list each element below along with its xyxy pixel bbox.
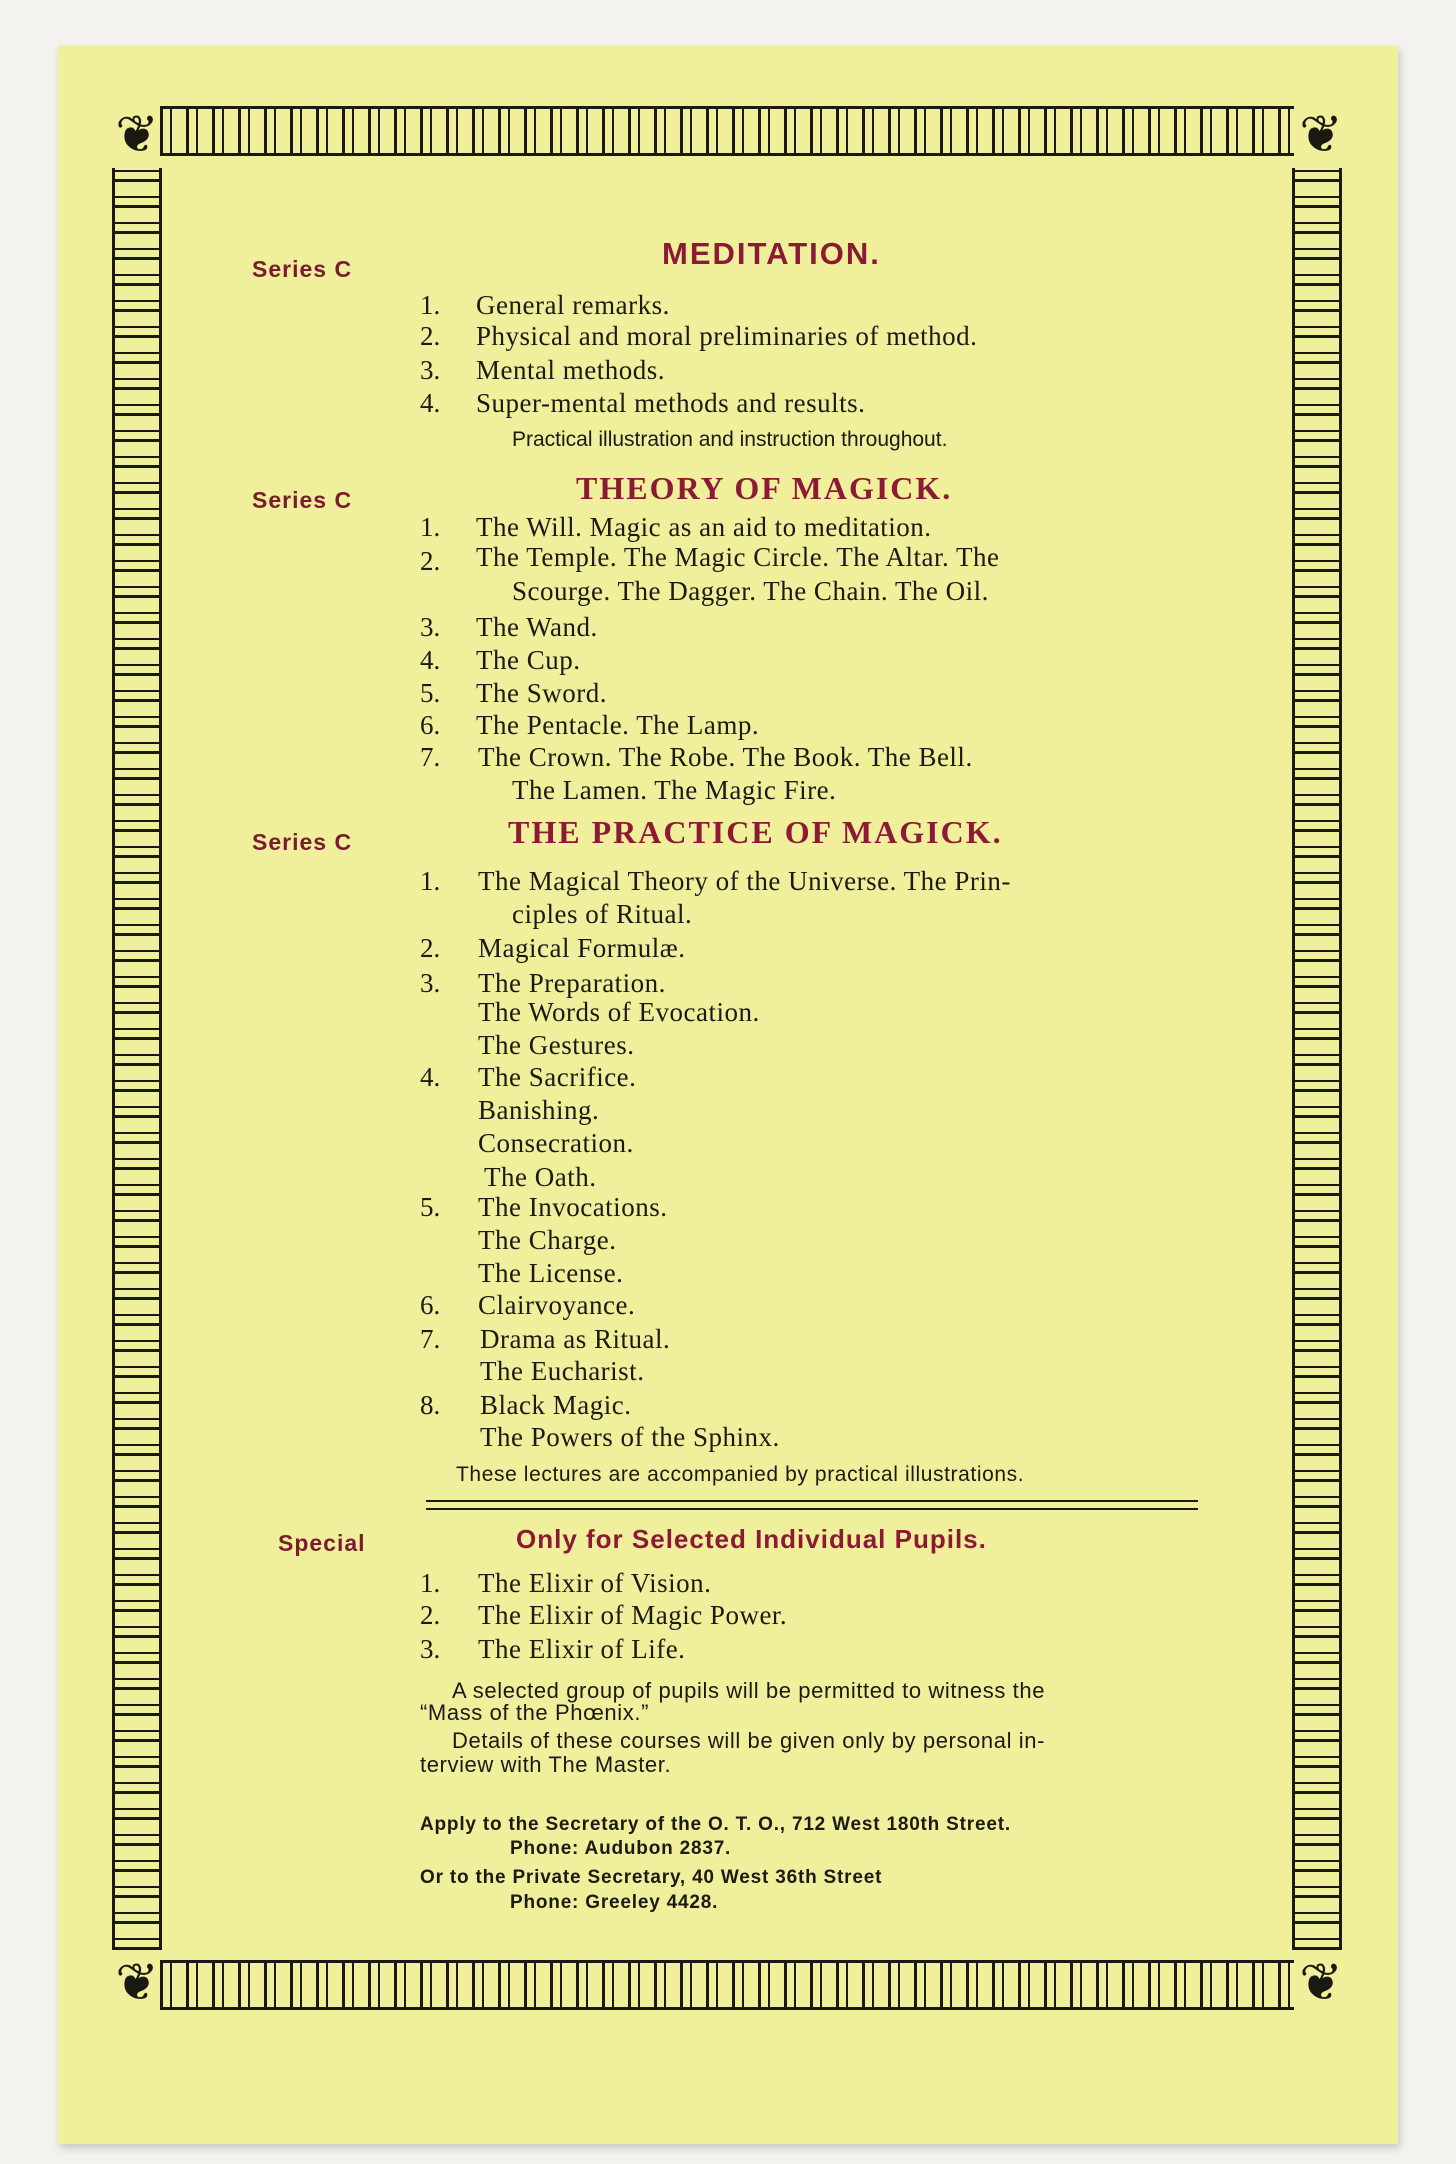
item-number: 4.: [420, 388, 441, 418]
meditation-note: Practical illustration and instruction throughout.: [512, 428, 948, 451]
special-label: Special: [278, 1530, 366, 1556]
item-number: 5.: [420, 1192, 441, 1222]
contact-phone-1: Phone: Audubon 2837.: [510, 1838, 732, 1859]
list-item: The Oath.: [484, 1162, 597, 1192]
item-number: 7.: [420, 1324, 441, 1354]
item-number: 5.: [420, 678, 441, 708]
list-item: The Cup.: [476, 645, 581, 675]
list-item: The Elixir of Magic Power.: [478, 1600, 788, 1630]
item-number: 7.: [420, 742, 441, 772]
practice-note: These lectures are accompanied by practical illustrations.: [456, 1463, 1025, 1486]
list-item: The Will. Magic as an aid to meditation.: [476, 512, 932, 542]
list-item: The Temple. The Magic Circle. The Altar. The: [476, 542, 1000, 572]
item-number: 6.: [420, 710, 441, 740]
item-number: 1.: [420, 1568, 441, 1598]
list-item: The Wand.: [476, 612, 598, 642]
special-note: terview with The Master.: [420, 1752, 672, 1777]
series-label: Series C: [252, 256, 353, 282]
corner-ornament-icon: ❦: [1299, 105, 1343, 165]
list-item: Banishing.: [478, 1095, 600, 1125]
list-item-continuation: Scourge. The Dagger. The Chain. The Oil.: [512, 576, 989, 606]
list-item: Magical Formulæ.: [478, 933, 686, 963]
list-item: The Elixir of Vision.: [478, 1568, 712, 1598]
special-note: A selected group of pupils will be permitted to witness the: [452, 1678, 1046, 1703]
contact-phone-2: Phone: Greeley 4428.: [510, 1892, 719, 1913]
list-item-continuation: The Lamen. The Magic Fire.: [512, 775, 837, 805]
item-number: 3.: [420, 355, 441, 385]
practice-heading: THE PRACTICE OF MAGICK.: [508, 814, 1003, 850]
special-note: “Mass of the Phœnix.”: [420, 1700, 649, 1725]
item-number: 2.: [420, 1600, 441, 1630]
divider: [426, 1508, 1198, 1510]
list-item: The Sword.: [476, 678, 607, 708]
list-item: The Eucharist.: [480, 1356, 645, 1386]
special-note: Details of these courses will be given only by personal in-: [452, 1728, 1046, 1753]
item-number: 3.: [420, 968, 441, 998]
list-item: General remarks.: [476, 290, 670, 320]
series-label: Series C: [252, 829, 353, 855]
list-item: The Crown. The Robe. The Book. The Bell.: [478, 742, 973, 772]
divider: [426, 1500, 1198, 1502]
item-number: 3.: [420, 612, 441, 642]
special-heading: Only for Selected Individual Pupils.: [516, 1524, 987, 1554]
list-item: The License.: [478, 1258, 624, 1288]
item-number: 4.: [420, 1062, 441, 1092]
item-number: 4.: [420, 645, 441, 675]
list-item-continuation: ciples of Ritual.: [512, 899, 693, 929]
corner-ornament-icon: ❦: [115, 105, 159, 165]
item-number: 1.: [420, 512, 441, 542]
list-item: The Sacrifice.: [478, 1062, 637, 1092]
list-item: The Charge.: [478, 1225, 617, 1255]
list-item: The Elixir of Life.: [478, 1634, 686, 1664]
theory-heading: THEORY OF MAGICK.: [576, 470, 953, 506]
corner-ornament-icon: ❦: [1299, 1953, 1343, 2013]
item-number: 3.: [420, 1634, 441, 1664]
item-number: 1.: [420, 866, 441, 896]
meditation-heading: MEDITATION.: [662, 236, 881, 271]
item-number: 6.: [420, 1290, 441, 1320]
list-item: The Words of Evocation.: [478, 997, 760, 1027]
contact-address-1: Apply to the Secretary of the O. T. O., 712 West 180th Street.: [420, 1814, 1011, 1835]
series-label: Series C: [252, 487, 353, 513]
list-item: The Magical Theory of the Universe. The Prin-: [478, 866, 1011, 896]
list-item: Physical and moral preliminaries of method.: [476, 321, 978, 351]
corner-ornament-icon: ❦: [115, 1953, 159, 2013]
list-item: The Powers of the Sphinx.: [480, 1422, 780, 1452]
list-item: Mental methods.: [476, 355, 665, 385]
item-number: 2.: [420, 546, 441, 576]
item-number: 8.: [420, 1390, 441, 1420]
list-item: The Invocations.: [478, 1192, 668, 1222]
contact-address-2: Or to the Private Secretary, 40 West 36th Street: [420, 1867, 883, 1888]
list-item: Drama as Ritual.: [480, 1324, 671, 1354]
list-item: Super-mental methods and results.: [476, 388, 866, 418]
item-number: 2.: [420, 321, 441, 351]
item-number: 2.: [420, 933, 441, 963]
list-item: The Preparation.: [478, 968, 666, 998]
list-item: Black Magic.: [480, 1390, 632, 1420]
list-item: Clairvoyance.: [478, 1290, 636, 1320]
list-item: The Gestures.: [478, 1030, 635, 1060]
item-number: 1.: [420, 290, 441, 320]
list-item: The Pentacle. The Lamp.: [476, 710, 760, 740]
list-item: Consecration.: [478, 1128, 634, 1158]
